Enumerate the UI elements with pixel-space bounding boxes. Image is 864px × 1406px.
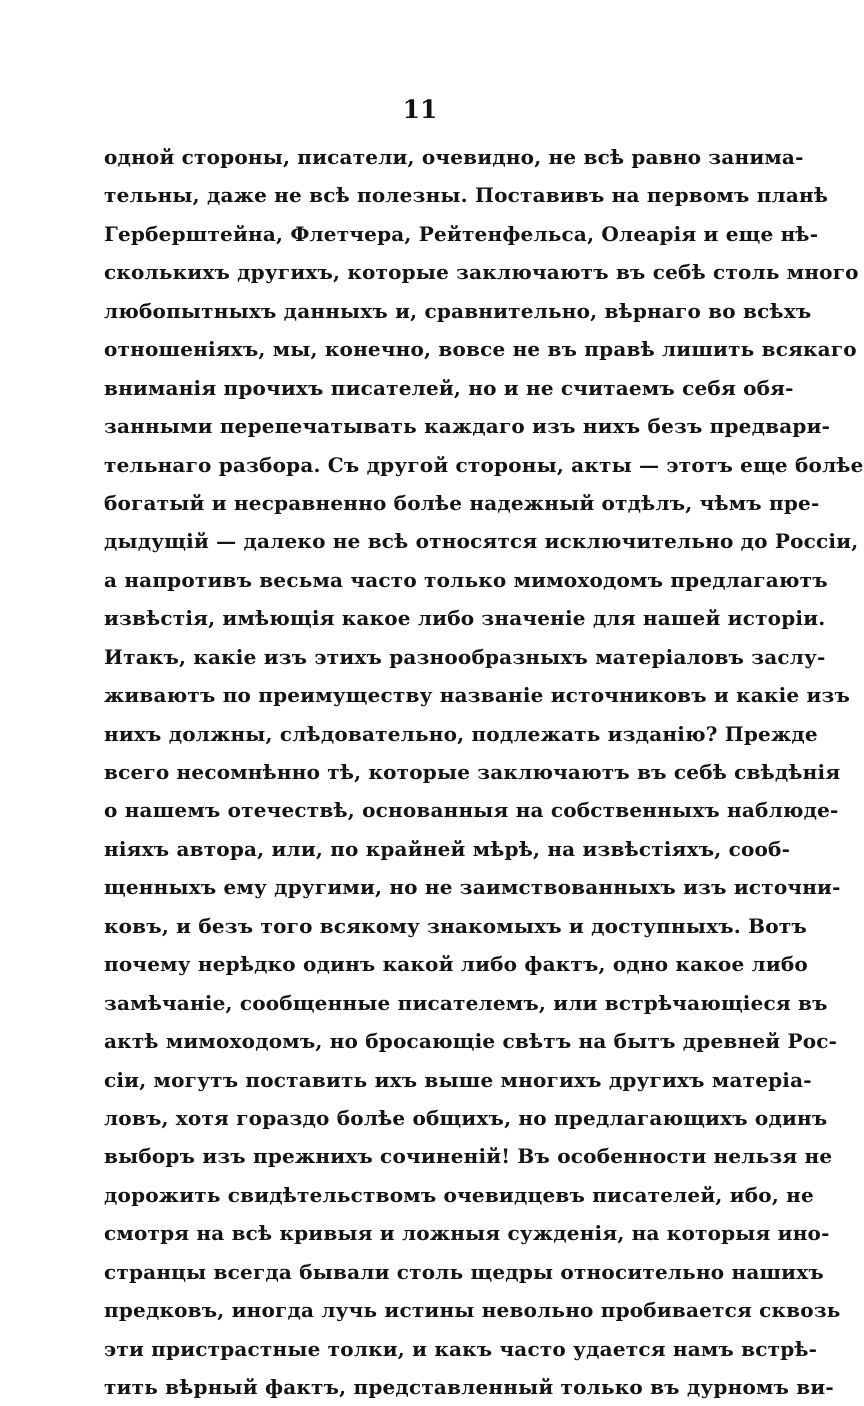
text-line: тельны, даже не всѣ полезны. Поставивъ на первомъ планѣ [104, 183, 829, 208]
text-line: тить вѣрный фактъ, представленный только въ дурномъ ви- [104, 1375, 834, 1399]
text-line: выборъ изъ прежнихъ сочиненій! Въ особенности нельзя не [104, 1144, 833, 1169]
text-line: извѣстія, имѣющія какое либо значеніе для нашей исторіи. [104, 606, 826, 631]
text-line: щенныхъ ему другими, но не заимствованныхъ изъ источни- [104, 875, 841, 900]
text-line: Герберштейна, Флетчера, Рейтенфельса, Олеарія и еще нѣ- [104, 221, 819, 246]
text-line: эти пристрастные толки, и какъ часто удается намъ встрѣ- [104, 1336, 818, 1361]
text-body [104, 138, 864, 1406]
text-line: любопытныхъ данныхъ и, сравнительно, вѣрнаго во всѣхъ [104, 298, 812, 323]
text-line: странцы всегда бывали столь щедры относительно нашихъ [104, 1259, 824, 1284]
text-line: живаютъ по преимуществу названіе источниковъ и какіе изъ [104, 683, 851, 708]
text-line: одной стороны, писатели, очевидно, не всѣ равно занима- [104, 145, 804, 169]
text-line: всего несомнѣнно тѣ, которые заключаютъ въ себѣ свѣдѣнія [104, 760, 841, 784]
text-line: а напротивъ весьма часто только мимоходомъ предлагаютъ [104, 567, 828, 592]
text-line: ковъ, и безъ того всякому знакомыхъ и доступныхъ. Вотъ [104, 913, 807, 938]
text-line: о нашемъ отечествѣ, основанныя на собственныхъ наблюде- [104, 798, 839, 823]
text-line: вниманія прочихъ писателей, но и не считаемъ себя обя- [104, 375, 794, 400]
text-line: ніяхъ автора, или, по крайней мѣрѣ, на извѣстіяхъ, сооб- [104, 836, 791, 861]
text-line: дыдущій — далеко не всѣ относятся исключительно до Россіи, [104, 529, 859, 554]
text-line: богатый и несравненно болѣе надежный отдѣлъ, чѣмъ пре- [104, 490, 820, 515]
page-number: 11 [402, 95, 438, 124]
text-line: смотря на всѣ кривыя и ложныя сужденія, на которыя ино- [104, 1221, 830, 1246]
text-line: актѣ мимоходомъ, но бросающіе свѣтъ на бытъ древней Рос- [104, 1029, 838, 1054]
text-line: Итакъ, какіе изъ этихъ разнообразныхъ матеріаловъ заслу- [104, 644, 826, 669]
text-line: дорожить свидѣтельствомъ очевидцевъ писателей, ибо, не [104, 1182, 814, 1207]
text-line: отношеніяхъ, мы, конечно, вовсе не въ правѣ лишить всякаго [104, 337, 857, 362]
text-line: сколькихъ другихъ, которые заключаютъ въ себѣ столь много [104, 260, 859, 285]
text-line: сіи, могутъ поставить ихъ выше многихъ другихъ матеріа- [104, 1067, 812, 1092]
text-line: тельнаго разбора. Съ другой стороны, акты — этотъ еще болѣе [104, 452, 864, 477]
text-line: ловъ, хотя гораздо болѣе общихъ, но предлагающихъ одинъ [104, 1105, 828, 1130]
text-line: занными перепечатывать каждаго изъ нихъ безъ предвари- [104, 414, 831, 439]
text-line: предковъ, иногда лучь истины невольно пробивается сквозь [104, 1298, 841, 1323]
text-line: почему нерѣдко одинъ какой либо фактъ, одно какое либо [104, 952, 808, 977]
text-line: нихъ должны, слѣдовательно, подлежать изданію? Прежде [104, 721, 818, 746]
text-line: замѣчаніе, сообщенные писателемъ, или встрѣчающіеся въ [104, 990, 828, 1015]
